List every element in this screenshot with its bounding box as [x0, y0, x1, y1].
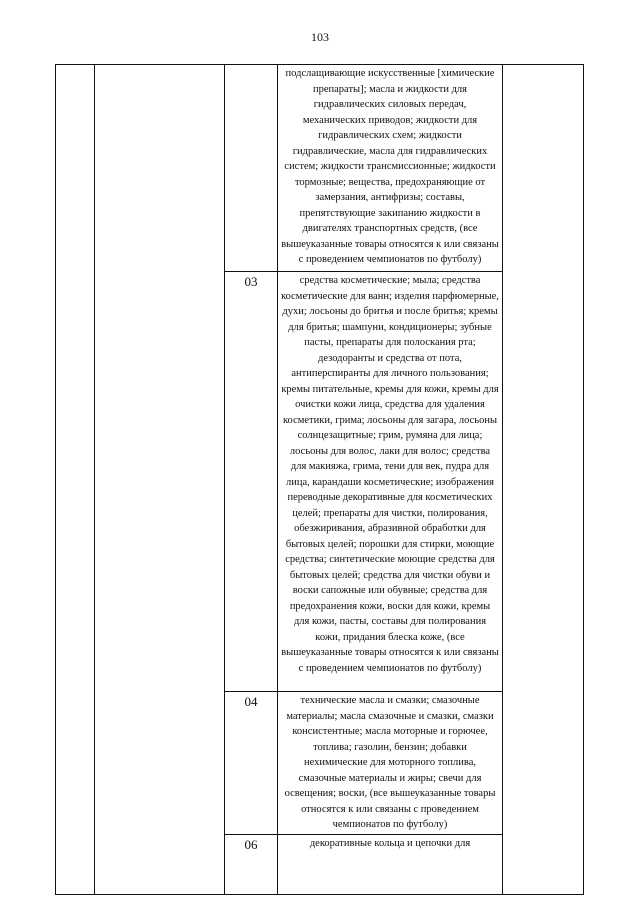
empty-column-5: [503, 65, 584, 895]
empty-column-1: [56, 65, 95, 895]
goods-classification-table: [55, 64, 584, 895]
class-code-cell: [225, 65, 278, 272]
goods-description-cell: технические масла и смазки; смазочные материалы; масла смазочные и смазки, смазки консистентные; масла моторные и горючее, топлива; газолин, бензин; добавки нехимические для моторного топлива, смазочные материалы и жиры; свечи для освещения; воски, (все вышеуказанные товары относятся к или связаны с проведением чемпионатов по футболу): [278, 692, 503, 835]
class-code-cell: 03: [225, 272, 278, 692]
page-number: 103: [311, 30, 329, 44]
class-code-cell: 06: [225, 834, 278, 894]
goods-description-cell: декоративные кольца и цепочки для: [278, 834, 503, 894]
empty-column-2: [95, 65, 225, 895]
table-row: [56, 65, 584, 272]
goods-description-cell: средства косметические; мыла; средства косметические для ванн; изделия парфюмерные, духи; лосьоны до бритья и после бритья; кремы для бритья; шампуни, кондиционеры; зубные пасты, препараты для полоскания рта; дезодоранты и средства от пота, антиперспиранты для личного пользования; кремы питательные, кремы для кожи, кремы для очистки кожи лица, средства для удаления косметики, грима; лосьоны для загара, лосьоны солнцезащитные; грим, румяна для лица; лосьоны для волос, лаки для волос; средства для макияжа, грима, тени для век, пудра для лица, карандаши косметические; изображения переводные декоративные для косметических целей; препараты для чистки, полирования, обезжиривания, абразивной обработки для бытовых целей; порошки для стирки, моющие средства; синтетические моющие средства для бытовых целей; средства для чистки обуви и воски сапожные или обувные; средства для предохранения кожи, воски для кожи, кремы для кожи, пасты, составы для полирования кожи, придания блеска коже, (все вышеуказанные товары относятся к или связаны с проведением чемпионатов по футболу): [278, 272, 503, 692]
class-code-cell: 04: [225, 692, 278, 835]
goods-description-cell: подслащивающие искусственные [химические препараты]; масла и жидкости для гидравлических силовых передач, механических приводов; жидкости для гидравлических схем; жидкости гидравлические, масла для гидравлических систем; жидкости трансмиссионные; жидкости тормозные; вещества, предохраняющие от замерзания, антифризы; составы, препятствующие закипанию жидкости в двигателях транспортных средств, (все вышеуказанные товары относятся к или связаны с проведением чемпионатов по футболу): [278, 65, 503, 272]
